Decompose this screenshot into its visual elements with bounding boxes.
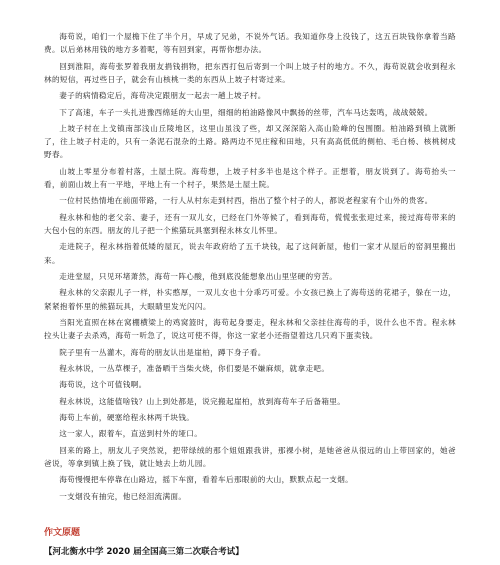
paragraph: 这一家人，跟着车，直送到村外的垭口。 [59,429,203,439]
paragraph: 院子里有一丛灌木，海苟的朋友认出是崖柏，蹲下身子看。 [59,347,266,357]
paragraph: 下了高速，车子一头扎进豫西绵延的大山里，细细的柏油路像风中飘扬的丝带，汽车马达轰鸣，战战兢兢。 [59,107,433,117]
paragraph: 程永林说，这能值啥钱？山上到处都是，说完搬起崖柏，放到海苟车子后备箱里。 [59,396,346,406]
paragraph: 回到淮阳，海苟张罗着我朋友捐钱捐物，把东西打包后寄到一个叫上坡子村的地方。不久，海苟说就会收到程永林的短信，再过些日子，就会有山核桃一类的东西从上坡子村寄过来。 [44,61,456,84]
paragraph: 妻子的病情稳定后，海苟决定跟朋友一起去一趟上坡子村。 [59,91,266,101]
paragraph: 程永林和他的老父亲、妻子，还有一双儿女，已经在门外等候了，看到海苟，慌慌张张迎过来，接过海苟带来的大包小包的东西。朋友的儿子把一个熊猫玩具塞到程永林女儿怀里。 [44,212,456,235]
story-body [44,30,456,503]
paragraph: 海苟上车前，硬塞给程永林两千块钱。 [59,413,195,423]
paragraph: 当阳光直照在林在窝棚横梁上的鸡窝篮时，海苟起身要走，程永林和父亲挂住海苟的手，说什么也不肯。程永林拉头让妻子去杀鸡，海苟一听急了，说这可使不得，你这一家老小还指望着这几只鸡下蛋卖钱。 [44,317,456,341]
paragraph: 回来的路上，朋友儿子突然说，把带绿绒的那个姐姐跟我讲，那裸小树，是她爸爸从很远的山上带回家的，她爸爸说，等拿到镇上换了钱，就让她去上幼儿园。 [44,445,456,469]
section-heading: 作文原题 [44,528,81,538]
paragraph: 程永林的父亲跟儿子一样，朴实憨厚，一双儿女也十分乖巧可爱。小女孩已换上了海苟送的花裙子，躲在一边，紧紧抱着怀里的熊猫玩具，大眼睛里发光闪闪。 [44,288,456,311]
exam-source-label: 【河北衡水中学 2020 届全国高三第二次联合考试】 [44,547,244,557]
paragraph: 程永林说，一丛草棵子，准备晒干当柴火烧，你们要是不嫌麻烦，就拿走吧。 [59,363,330,373]
paragraph: 海苟说，咱们一个屋檐下住了半个月，早成了兄弟，不说外气话。我知道你身上没钱了，这五百块钱你拿着当路费。以后弟林用钱的地方多着呢，等有回到家，再帮你想办法。 [44,32,456,55]
paragraph: 一位村民热情地在前面带路，一行人从村东走到村西，指出了整个村子的人，都说老程家有个山外的贵客。 [59,196,433,206]
paragraph: 一支烟没有抽完，他已经泪流满面。 [59,491,187,501]
paragraph: 上坡子村在上戈镇南部浅山丘陵地区，这里山虽浅了些，却又深深陷入高山险峰的包围圈。柏油路到镇上就断了，往上坡子村走的，只有一条泥石混杂的土路。路两边不见庄稼和田地，只有高高低低的侧柏、毛白杨、核桃树戍野春。 [44,123,456,160]
paragraph: 海苟慢慢把车停靠在山路边，摇下车窗，看着车后那眼前的大山，默默点起一支烟。 [59,475,354,485]
paragraph: 走进堂屋，只见环堵萧然，海苟一阵心酸，他到底没能想象出山里坚硬的穷苦。 [59,271,338,281]
paragraph: 海苟说，这个可值钱啊。 [59,380,147,390]
paragraph: 走进院子，程永林指着低矮的屋瓦，说去年政府给了五千块钱，起了这间新屋，他们一家才从屋后的窑洞里搬出来。 [44,242,456,265]
paragraph: 山坡上零星分布着村落，土屋土院。海苟想，上坡子村多半也是这个样子。正想着，朋友说到了。海苟抬头一看，前面山坡上有一平地，平地上有一个村子，果然是土屋土院。 [44,166,456,189]
